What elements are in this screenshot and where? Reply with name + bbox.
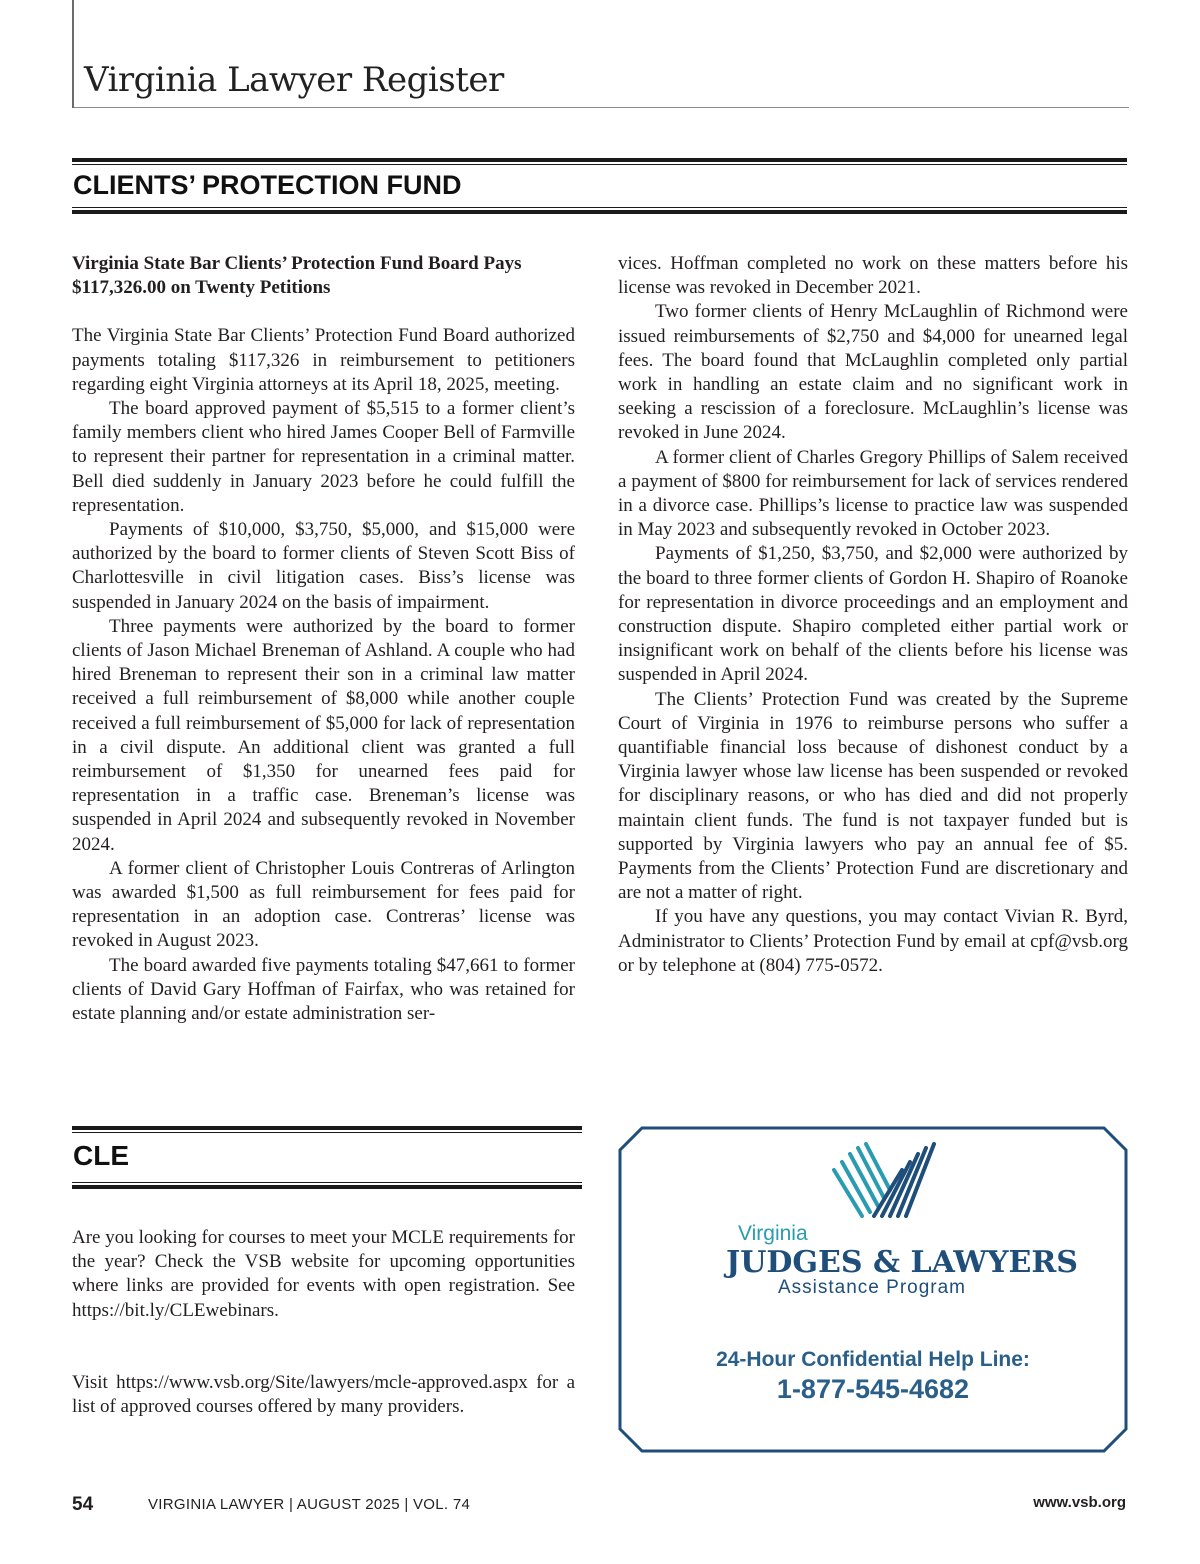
- jlap-logo-icon: [828, 1140, 948, 1220]
- cle-body: [72, 1226, 575, 1323]
- cpf-subhead: Virginia State Bar Clients’ Protection Fund Board Pays $117,326.00 on Twenty Petitions: [72, 253, 522, 299]
- cle-section-heading: CLE: [73, 1140, 129, 1171]
- body-paragraph: If you have any questions, you may contact Vivian R. Byrd, Administrator to Clients’ Protection Fund by email at cpf@vsb.org or by telephone at (804) 775-0572.: [618, 906, 1128, 976]
- cpf-section-heading: CLIENTS’ PROTECTION FUND: [73, 170, 462, 200]
- header-rule: [74, 107, 1129, 108]
- website-link[interactable]: www.vsb.org: [1033, 1494, 1126, 1511]
- cpf-bottom-rule: [72, 207, 1127, 214]
- running-header-title: Virginia Lawyer Register: [84, 60, 504, 100]
- body-paragraph: Payments of $10,000, $3,750, $5,000, and $15,000 were authorized by the board to former clients of Steven Scott Biss of Charlottesville in civil litigation cases. Biss’s license was suspended in January 2024 on the basis of impairment.: [72, 519, 575, 613]
- body-paragraph: Three payments were authorized by the board to former clients of Jason Michael Breneman of Ashland. A couple who had hired Breneman to represent their son in a criminal law matter received a full reimbursement of $8,000 while another couple received a full reimbursement of $5,000 for lack of representation in a civil dispute. An additional client was granted a full reimbursement of $1,350 for unearned fees paid for representation in a traffic case. Breneman’s license was suspended in April 2024 and subsequently revoked in November 2024.: [72, 615, 575, 855]
- body-paragraph: The board awarded five payments totaling $47,661 to former clients of David Gary Hoffman of Fairfax, who was retained for estate planning and/or estate administration ser-: [72, 954, 575, 1025]
- helpline-phone: 1-877-545-4682: [776, 1374, 970, 1404]
- helpline-label: 24-Hour Confidential Help Line:: [716, 1348, 1030, 1371]
- running-header: [72, 0, 1129, 108]
- cle-paragraph: Are you looking for courses to meet your MCLE requirements for the year? Check the VSB website for upcoming opportunities where links are provided for events with open registration. See https://bit.ly/CLEwebinars.: [72, 1227, 575, 1321]
- body-paragraph: A former client of Charles Gregory Phillips of Salem received a payment of $800 for reimbursement for lack of services rendered in a divorce case. Phillips’s license to practice law was suspended in May 2023 and subsequently revoked in October 2023.: [618, 446, 1128, 541]
- cle-paragraph: Visit https://www.vsb.org/Site/lawyers/mcle-approved.aspx for a list of approved courses offered by many providers.: [72, 1372, 575, 1418]
- body-paragraph: Payments of $1,250, $3,750, and $2,000 were authorized by the board to three former clients of Gordon H. Shapiro of Roanoke for representation in divorce proceedings and an employment and construction dispute. Shapiro completed either partial work or insignificant work on behalf of the clients before his license was suspended in April 2024.: [618, 543, 1128, 686]
- logo-virginia-text: Virginia: [738, 1222, 808, 1245]
- cle-bottom-rule: [72, 1182, 582, 1189]
- body-paragraph: Two former clients of Henry McLaughlin of Richmond were issued reimbursements of $2,750 and $4,000 for unearned legal fees. The board found that McLaughlin completed only partial work in handling an estate claim and no significant work in seeking a rescission of a foreclosure. McLaughlin’s license was revoked in June 2024.: [618, 301, 1128, 444]
- body-paragraph: A former client of Christopher Louis Contreras of Arlington was awarded $1,500 as full reimbursement for fees paid for representation in an adoption case. Contreras’ license was revoked in August 2023.: [72, 857, 575, 952]
- page-number: 54: [72, 1494, 94, 1515]
- publication-info: VIRGINIA LAWYER | AUGUST 2025 | VOL. 74: [148, 1496, 471, 1513]
- body-paragraph: vices. Hoffman completed no work on these matters before his license was revoked in December 2021.: [618, 253, 1128, 299]
- cpf-top-rule: [72, 158, 1127, 162]
- body-paragraph: The Virginia State Bar Clients’ Protection Fund Board authorized payments totaling $117,326 in reimbursement to petitioners regarding eight Virginia attorneys at its April 18, 2025, meeting.: [72, 325, 575, 395]
- cpf-left-column: [72, 252, 575, 1026]
- jlap-advertisement: [618, 1126, 1128, 1453]
- logo-sub-text: Assistance Program: [778, 1277, 967, 1298]
- cle-top-rule: [72, 1126, 582, 1130]
- body-paragraph: The Clients’ Protection Fund was created by the Supreme Court of Virginia in 1976 to reimburse persons who suffer a quantifiable financial loss because of dishonest conduct by a Virginia lawyer whose law license has been suspended or revoked for disciplinary reasons, or who has died and did not properly maintain client funds. The fund is not taxpayer funded but is supported by Virginia lawyers who pay an annual fee of $5. Payments from the Clients’ Protection Fund are discretionary and are not a matter of right.: [618, 688, 1128, 904]
- cpf-right-column: [618, 252, 1128, 978]
- body-paragraph: The board approved payment of $5,515 to a former client’s family members client who hired James Cooper Bell of Farmville to represent their partner for representation in a criminal matter. Bell died suddenly in January 2023 before he could fulfill the representation.: [72, 398, 575, 516]
- logo-main-text: JUDGES & LAWYERS: [726, 1245, 1078, 1280]
- cle-body-2: [72, 1371, 575, 1419]
